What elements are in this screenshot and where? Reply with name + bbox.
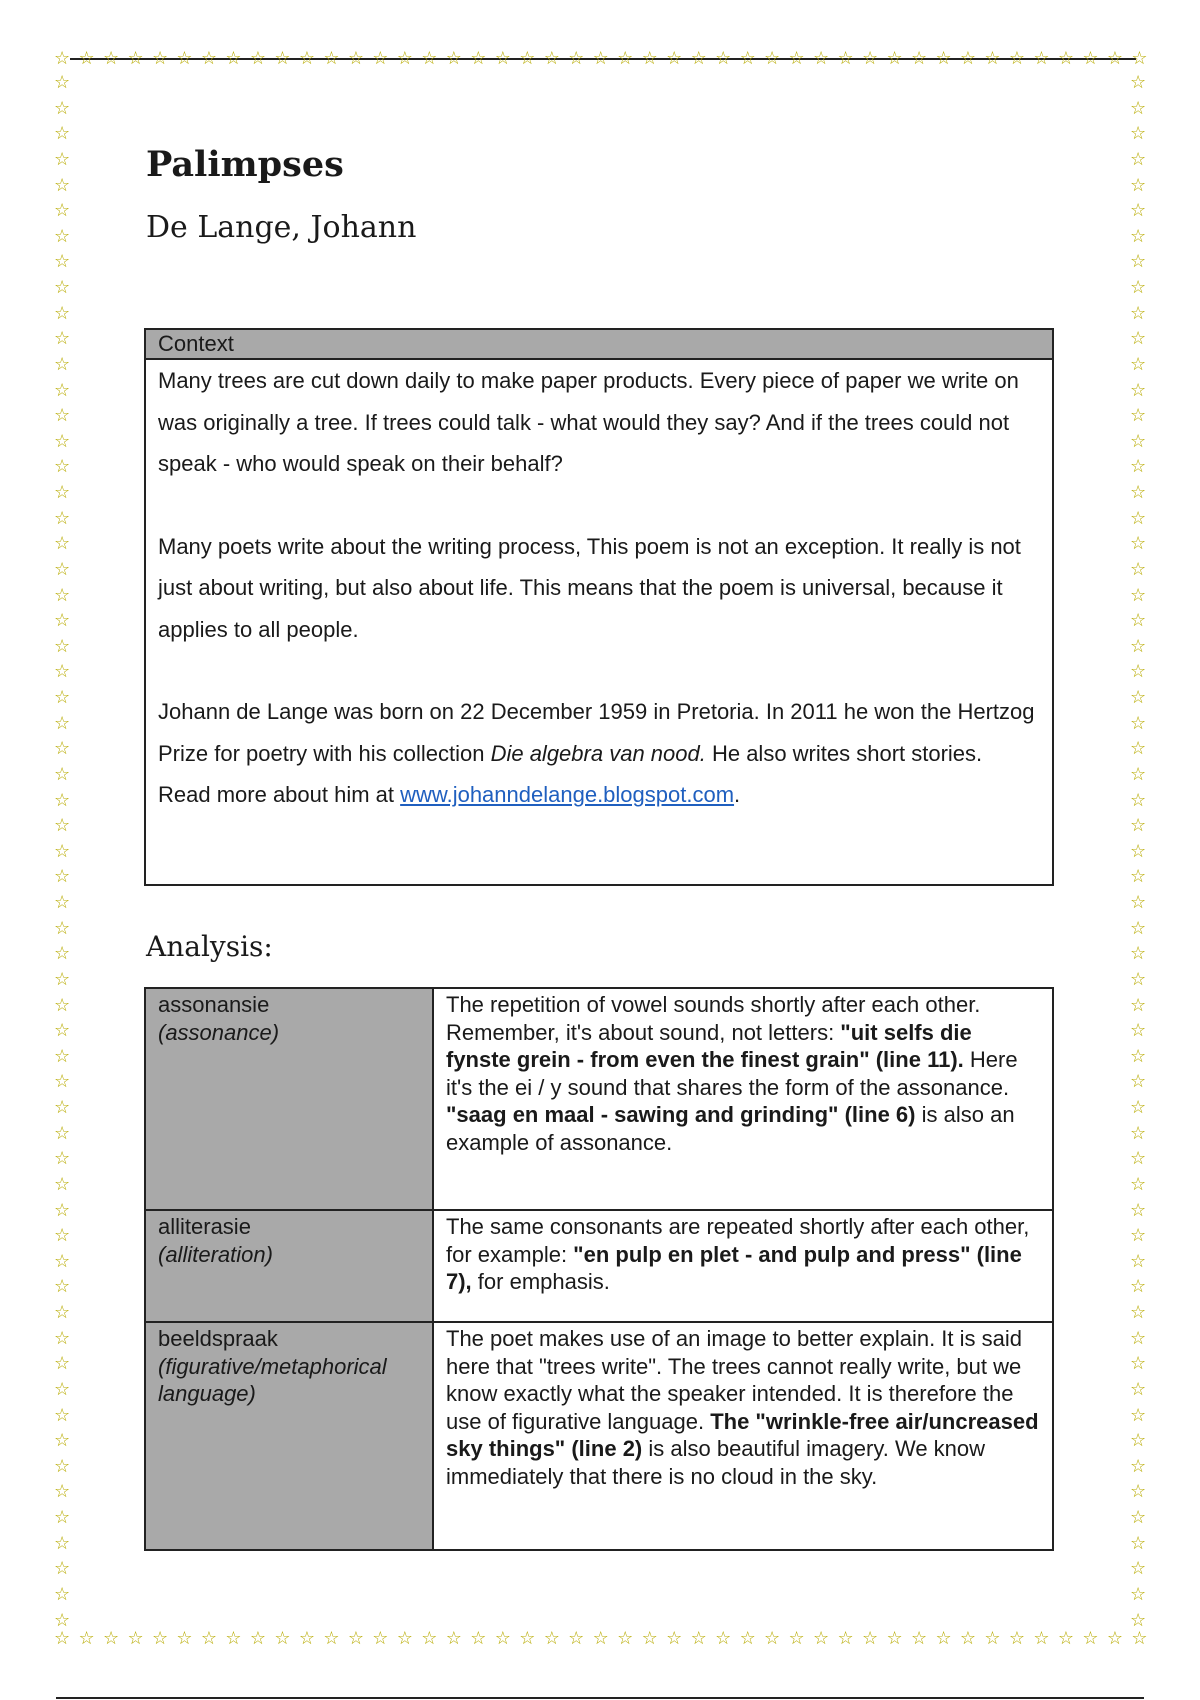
star-icon: ☆ xyxy=(54,1148,71,1170)
bottom-rule xyxy=(56,1697,1144,1699)
star-icon: ☆ xyxy=(54,635,71,657)
star-icon: ☆ xyxy=(1130,353,1147,375)
star-icon: ☆ xyxy=(54,584,71,606)
star-icon: ☆ xyxy=(1130,968,1147,990)
description-cell xyxy=(433,1210,1053,1322)
star-icon: ☆ xyxy=(1106,48,1123,69)
star-icon: ☆ xyxy=(372,48,389,69)
star-icon: ☆ xyxy=(1057,48,1074,69)
star-icon: ☆ xyxy=(54,1122,71,1144)
star-icon: ☆ xyxy=(151,1628,169,1649)
star-icon: ☆ xyxy=(1130,123,1147,145)
star-icon: ☆ xyxy=(54,1609,71,1631)
star-icon: ☆ xyxy=(1130,1609,1147,1631)
star-icon: ☆ xyxy=(861,48,879,69)
star-icon: ☆ xyxy=(54,917,71,939)
description-text: The same consonants are repeated shortly after each other, for example: xyxy=(446,1214,1030,1267)
star-icon: ☆ xyxy=(54,507,71,529)
star-icon: ☆ xyxy=(54,72,71,93)
star-icon: ☆ xyxy=(54,1430,71,1452)
star-icon: ☆ xyxy=(1130,1148,1147,1170)
star-icon: ☆ xyxy=(1130,1302,1147,1323)
star-icon: ☆ xyxy=(1130,635,1147,657)
description-text: is also beautiful imagery. We know immediately that there is no cloud in the sky. xyxy=(446,1436,986,1489)
star-icon: ☆ xyxy=(1106,1628,1123,1649)
star-icon: ☆ xyxy=(54,687,71,708)
star-icon: ☆ xyxy=(54,712,71,734)
star-icon: ☆ xyxy=(225,48,242,69)
star-icon: ☆ xyxy=(176,48,193,69)
star-icon: ☆ xyxy=(200,48,218,69)
star-icon: ☆ xyxy=(1130,1327,1147,1349)
star-icon: ☆ xyxy=(54,866,71,888)
table-row xyxy=(145,1210,1053,1322)
context-paragraph-3-end: He also writes short stories. xyxy=(705,740,983,766)
star-icon: ☆ xyxy=(617,1628,634,1649)
star-icon: ☆ xyxy=(1130,302,1147,324)
star-icon: ☆ xyxy=(323,1628,340,1649)
term-afrikaans: alliterasie xyxy=(158,1214,251,1239)
star-icon: ☆ xyxy=(54,379,71,401)
star-icon: ☆ xyxy=(1130,405,1147,427)
star-icon: ☆ xyxy=(1130,892,1147,913)
star-icon: ☆ xyxy=(54,1532,71,1554)
star-icon: ☆ xyxy=(274,48,291,69)
star-icon: ☆ xyxy=(1130,712,1147,734)
star-icon: ☆ xyxy=(54,738,71,760)
star-icon: ☆ xyxy=(54,558,71,580)
star-icon: ☆ xyxy=(1130,430,1147,452)
star-icon: ☆ xyxy=(54,430,71,452)
star-icon: ☆ xyxy=(1130,507,1147,529)
analysis-heading: Analysis: xyxy=(146,930,273,963)
star-icon: ☆ xyxy=(54,1276,71,1298)
star-icon: ☆ xyxy=(788,1628,805,1649)
star-icon: ☆ xyxy=(54,968,71,990)
star-icon: ☆ xyxy=(666,1628,683,1649)
star-icon: ☆ xyxy=(494,1628,511,1649)
star-icon: ☆ xyxy=(249,48,267,69)
star-icon: ☆ xyxy=(641,1628,658,1649)
star-icon: ☆ xyxy=(1130,1353,1147,1375)
star-icon: ☆ xyxy=(274,1628,291,1649)
star-icon: ☆ xyxy=(102,48,120,69)
read-more-period: . xyxy=(734,782,741,807)
term-afrikaans: assonansie xyxy=(158,992,270,1017)
star-icon: ☆ xyxy=(1130,277,1147,298)
star-icon: ☆ xyxy=(54,610,71,632)
analysis-table xyxy=(144,987,1054,1551)
star-icon: ☆ xyxy=(1130,1583,1147,1605)
star-icon: ☆ xyxy=(1130,251,1147,273)
star-icon: ☆ xyxy=(1130,1378,1147,1400)
star-icon: ☆ xyxy=(1130,174,1147,196)
context-paragraph-2: Many poets write about the writing process, This poem is not an exception. It really is not just about writing, but also about life. This means that the poem is universal, because it applies to all people. xyxy=(158,533,1021,642)
description-text: The poet makes use of an image to better explain. It is said here that "trees write". The trees cannot really write, but we know exactly what the speaker intended. It is therefore the use of figurative language. xyxy=(446,1326,1022,1434)
star-icon: ☆ xyxy=(347,48,364,69)
context-paragraph-3 xyxy=(158,691,1040,774)
star-icon: ☆ xyxy=(1130,1020,1147,1042)
star-icon: ☆ xyxy=(78,48,95,69)
star-icon: ☆ xyxy=(54,200,71,222)
star-icon: ☆ xyxy=(54,1455,71,1477)
star-icon: ☆ xyxy=(1130,200,1147,222)
star-icon: ☆ xyxy=(54,456,71,478)
star-icon: ☆ xyxy=(690,1628,707,1649)
star-icon: ☆ xyxy=(54,943,71,965)
star-icon: ☆ xyxy=(54,1583,71,1605)
star-icon: ☆ xyxy=(837,48,854,69)
star-icon: ☆ xyxy=(54,353,71,375)
term-english: (assonance) xyxy=(158,1019,280,1045)
star-icon: ☆ xyxy=(470,1628,487,1649)
star-icon: ☆ xyxy=(298,48,315,69)
star-icon: ☆ xyxy=(54,892,71,913)
collection-title: Die algebra van nood. xyxy=(490,740,706,766)
star-icon: ☆ xyxy=(54,1097,71,1118)
star-icon: ☆ xyxy=(54,1481,71,1503)
context-paragraph-1: Many trees are cut down daily to make paper products. Every piece of paper we write on was originally a tree. If trees could talk - what would they say? And if the trees could not speak - who would speak on their behalf? xyxy=(158,368,1019,476)
star-icon: ☆ xyxy=(886,1628,903,1649)
star-icon: ☆ xyxy=(1130,1532,1147,1554)
star-icon: ☆ xyxy=(837,1628,854,1649)
star-icon: ☆ xyxy=(1130,1250,1147,1272)
star-icon: ☆ xyxy=(54,1507,71,1528)
term-cell xyxy=(145,1322,433,1550)
star-icon: ☆ xyxy=(54,840,71,862)
star-icon: ☆ xyxy=(1130,610,1147,632)
star-icon: ☆ xyxy=(54,225,71,247)
star-icon: ☆ xyxy=(1130,661,1147,683)
star-icon: ☆ xyxy=(1130,379,1147,401)
description-quote: "saag en maal - sawing and grinding" (line 6) xyxy=(446,1102,916,1127)
star-icon: ☆ xyxy=(813,1628,830,1649)
star-icon: ☆ xyxy=(54,97,71,119)
star-icon: ☆ xyxy=(1130,558,1147,580)
star-icon: ☆ xyxy=(1131,1628,1148,1649)
star-icon: ☆ xyxy=(372,1628,389,1649)
star-icon: ☆ xyxy=(1130,1404,1147,1426)
star-icon: ☆ xyxy=(54,1173,71,1195)
star-icon: ☆ xyxy=(54,123,71,145)
star-icon: ☆ xyxy=(54,533,71,555)
star-icon: ☆ xyxy=(54,1250,71,1272)
star-icon: ☆ xyxy=(984,1628,1001,1649)
star-icon: ☆ xyxy=(1130,1276,1147,1298)
star-icon: ☆ xyxy=(1033,48,1050,69)
context-heading: Context xyxy=(146,330,1052,360)
star-icon: ☆ xyxy=(249,1628,267,1649)
star-icon: ☆ xyxy=(715,48,732,69)
document-title: Palimpses xyxy=(146,144,344,185)
star-icon: ☆ xyxy=(421,1628,438,1649)
description-cell xyxy=(433,988,1053,1210)
star-icon: ☆ xyxy=(396,48,413,69)
star-icon: ☆ xyxy=(1130,1122,1147,1144)
star-icon: ☆ xyxy=(1130,1097,1147,1118)
star-icon: ☆ xyxy=(1130,482,1147,503)
star-icon: ☆ xyxy=(54,1327,71,1349)
document-author: De Lange, Johann xyxy=(146,210,417,245)
star-icon: ☆ xyxy=(445,1628,462,1649)
star-icon: ☆ xyxy=(813,48,830,69)
star-icon: ☆ xyxy=(225,1628,242,1649)
star-icon: ☆ xyxy=(54,405,71,427)
star-icon: ☆ xyxy=(764,1628,781,1649)
star-icon: ☆ xyxy=(1130,456,1147,478)
star-icon: ☆ xyxy=(1130,866,1147,888)
star-icon: ☆ xyxy=(861,1628,879,1649)
star-icon: ☆ xyxy=(935,1628,952,1649)
term-english: (figurative/metaphorical language) xyxy=(158,1353,387,1406)
star-icon: ☆ xyxy=(739,1628,756,1649)
star-icon: ☆ xyxy=(54,1225,71,1247)
star-icon: ☆ xyxy=(1130,1455,1147,1477)
description-quote: "uit selfs die fynste grein - from even the finest grain" (line 11). xyxy=(446,1019,972,1072)
star-icon: ☆ xyxy=(1130,1481,1147,1503)
star-icon: ☆ xyxy=(1130,1173,1147,1195)
context-paragraph-3-text: Johann de Lange was born on 22 December 1959 in Pretoria. In 2011 he won the Hertzog Prize for poetry with his collection xyxy=(158,699,1035,766)
star-icon: ☆ xyxy=(54,174,71,196)
description-quote: The "wrinkle-free air/uncreased sky things" (line 2) xyxy=(446,1408,1039,1461)
star-icon: ☆ xyxy=(1130,97,1147,119)
star-icon: ☆ xyxy=(1130,584,1147,606)
star-icon: ☆ xyxy=(54,328,71,350)
term-afrikaans: beeldspraak xyxy=(158,1326,278,1351)
description-text: Here it's the ei / y sound that shares the form of the assonance. xyxy=(446,1047,1018,1100)
star-icon: ☆ xyxy=(54,1378,71,1400)
star-icon: ☆ xyxy=(1130,815,1147,837)
star-icon: ☆ xyxy=(1082,48,1099,69)
star-icon: ☆ xyxy=(1130,840,1147,862)
description-quote: "en pulp en plet - and pulp and press" (line 7), xyxy=(446,1241,1022,1294)
star-icon: ☆ xyxy=(886,48,903,69)
star-icon: ☆ xyxy=(764,48,781,69)
star-icon: ☆ xyxy=(1130,1225,1147,1247)
blog-link[interactable]: www.johanndelange.blogspot.com xyxy=(400,782,735,807)
star-icon: ☆ xyxy=(54,48,71,69)
star-icon: ☆ xyxy=(1130,1507,1147,1528)
star-icon: ☆ xyxy=(1008,48,1026,69)
star-icon: ☆ xyxy=(347,1628,364,1649)
star-icon: ☆ xyxy=(54,1045,71,1067)
star-icon: ☆ xyxy=(1057,1628,1074,1649)
star-icon: ☆ xyxy=(54,763,71,785)
star-icon: ☆ xyxy=(1130,533,1147,555)
star-icon: ☆ xyxy=(323,48,340,69)
star-icon: ☆ xyxy=(54,1071,71,1093)
star-icon: ☆ xyxy=(127,48,144,69)
star-icon: ☆ xyxy=(959,48,977,69)
description-text: is also an example of assonance. xyxy=(446,1102,1015,1155)
star-icon: ☆ xyxy=(151,48,169,69)
star-icon: ☆ xyxy=(666,48,683,69)
star-icon: ☆ xyxy=(54,1353,71,1375)
star-border-top xyxy=(54,50,1148,68)
star-icon: ☆ xyxy=(1130,789,1147,811)
star-icon: ☆ xyxy=(519,48,536,69)
star-icon: ☆ xyxy=(1130,1430,1147,1452)
star-icon: ☆ xyxy=(1130,917,1147,939)
star-icon: ☆ xyxy=(1131,48,1148,69)
star-icon: ☆ xyxy=(54,1199,71,1221)
star-icon: ☆ xyxy=(1008,1628,1026,1649)
star-icon: ☆ xyxy=(1130,1045,1147,1067)
star-icon: ☆ xyxy=(1130,1558,1147,1580)
read-more-text: Read more about him at xyxy=(158,782,401,807)
description-text: The repetition of vowel sounds shortly after each other. Remember, it's about sound, not letters: xyxy=(446,992,981,1045)
star-icon: ☆ xyxy=(1130,1071,1147,1093)
star-icon: ☆ xyxy=(1033,1628,1050,1649)
star-icon: ☆ xyxy=(54,302,71,324)
star-icon: ☆ xyxy=(54,1020,71,1042)
term-english: (alliteration) xyxy=(158,1241,273,1267)
star-icon: ☆ xyxy=(617,48,634,69)
term-cell xyxy=(145,1210,433,1322)
star-icon: ☆ xyxy=(959,1628,977,1649)
star-icon: ☆ xyxy=(78,1628,95,1649)
read-more-line xyxy=(158,774,1040,816)
star-icon: ☆ xyxy=(54,1302,71,1323)
star-icon: ☆ xyxy=(54,1558,71,1580)
star-icon: ☆ xyxy=(445,48,462,69)
star-icon: ☆ xyxy=(1130,687,1147,708)
star-icon: ☆ xyxy=(54,815,71,837)
star-icon: ☆ xyxy=(54,1628,71,1649)
star-icon: ☆ xyxy=(592,48,609,69)
star-icon: ☆ xyxy=(54,789,71,811)
star-icon: ☆ xyxy=(421,48,438,69)
star-icon: ☆ xyxy=(396,1628,413,1649)
star-icon: ☆ xyxy=(788,48,805,69)
table-row xyxy=(145,1322,1053,1550)
star-icon: ☆ xyxy=(690,48,707,69)
star-icon: ☆ xyxy=(127,1628,144,1649)
table-row xyxy=(145,988,1053,1210)
star-icon: ☆ xyxy=(1130,763,1147,785)
star-icon: ☆ xyxy=(54,277,71,298)
context-body xyxy=(146,360,1052,816)
star-icon: ☆ xyxy=(641,48,658,69)
star-icon: ☆ xyxy=(543,1628,560,1649)
star-icon: ☆ xyxy=(592,1628,609,1649)
star-icon: ☆ xyxy=(1130,72,1147,93)
star-icon: ☆ xyxy=(200,1628,218,1649)
star-border-right xyxy=(1130,74,1146,1630)
star-icon: ☆ xyxy=(1130,738,1147,760)
term-cell xyxy=(145,988,433,1210)
star-icon: ☆ xyxy=(1130,148,1147,170)
star-icon: ☆ xyxy=(1082,1628,1099,1649)
star-icon: ☆ xyxy=(1130,225,1147,247)
star-icon: ☆ xyxy=(715,1628,732,1649)
star-icon: ☆ xyxy=(54,251,71,273)
star-icon: ☆ xyxy=(494,48,511,69)
star-icon: ☆ xyxy=(568,1628,585,1649)
star-icon: ☆ xyxy=(543,48,560,69)
context-box xyxy=(144,328,1054,886)
description-text: for emphasis. xyxy=(471,1269,610,1294)
star-icon: ☆ xyxy=(1130,994,1147,1016)
star-icon: ☆ xyxy=(54,994,71,1016)
star-border-left xyxy=(54,74,70,1630)
star-icon: ☆ xyxy=(54,148,71,170)
star-icon: ☆ xyxy=(54,661,71,683)
star-icon: ☆ xyxy=(1130,943,1147,965)
star-icon: ☆ xyxy=(910,1628,928,1649)
star-icon: ☆ xyxy=(568,48,585,69)
star-icon: ☆ xyxy=(54,482,71,503)
star-icon: ☆ xyxy=(102,1628,120,1649)
star-icon: ☆ xyxy=(935,48,952,69)
star-icon: ☆ xyxy=(1130,328,1147,350)
star-icon: ☆ xyxy=(739,48,756,69)
star-icon: ☆ xyxy=(54,1404,71,1426)
star-icon: ☆ xyxy=(176,1628,193,1649)
star-icon: ☆ xyxy=(470,48,487,69)
description-cell xyxy=(433,1322,1053,1550)
star-icon: ☆ xyxy=(1130,1199,1147,1221)
star-icon: ☆ xyxy=(519,1628,536,1649)
star-icon: ☆ xyxy=(984,48,1001,69)
star-icon: ☆ xyxy=(298,1628,315,1649)
star-icon: ☆ xyxy=(910,48,928,69)
star-border-bottom xyxy=(54,1630,1148,1648)
